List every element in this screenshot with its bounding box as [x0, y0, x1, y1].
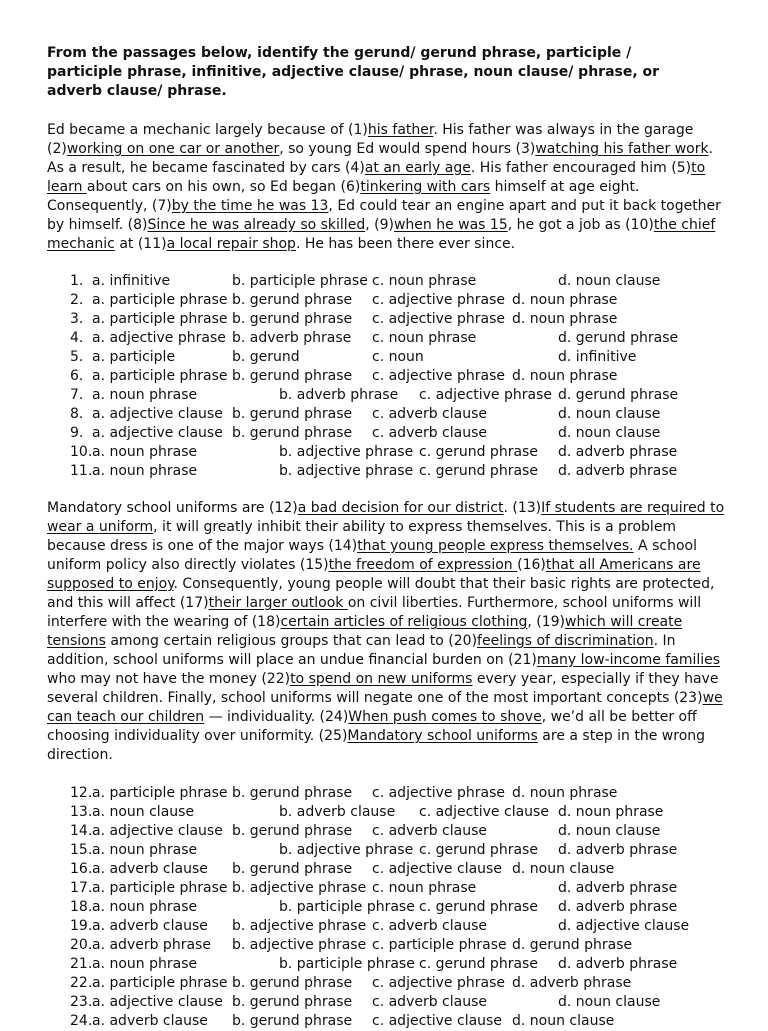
question-number: 5. [70, 349, 84, 365]
passage-text: about cars on his own, so Ed began (6) [86, 179, 361, 195]
option-a: a. participle phrase [92, 292, 228, 308]
option-c: c. participle phrase [372, 937, 507, 953]
question-row [0, 1012, 768, 1031]
option-d: d. noun clause [558, 406, 661, 422]
option-b: b. adverb phrase [232, 330, 352, 346]
question-number: 20. [70, 937, 93, 953]
option-c: c. adjective phrase [419, 387, 552, 403]
option-c: c. gerund phrase [419, 956, 538, 972]
option-c: c. noun [372, 349, 424, 365]
option-c: c. adjective phrase [372, 368, 505, 384]
question-row [0, 348, 768, 367]
option-a: a. adverb clause [92, 861, 208, 877]
passage-2 [47, 499, 727, 765]
option-a: a. participle phrase [92, 975, 228, 991]
option-a: a. adverb clause [92, 1013, 208, 1029]
option-c: c. adjective clause [419, 804, 549, 820]
option-a: a. adverb clause [92, 918, 208, 934]
question-number: 17. [70, 880, 93, 896]
passage-text: Ed became a mechanic largely because of (1) [47, 122, 368, 138]
question-row [0, 879, 768, 898]
question-row [0, 784, 768, 803]
option-d: d. noun clause [558, 994, 661, 1010]
question-number: 23. [70, 994, 93, 1010]
question-row [0, 860, 768, 879]
question-number: 15. [70, 842, 93, 858]
option-c: c. adverb clause [372, 406, 488, 422]
passage-text: , (9) [365, 217, 394, 233]
option-c: c. adjective clause [372, 861, 502, 877]
question-number: 8. [70, 406, 84, 422]
question-number: 10. [70, 444, 93, 460]
option-a: a. noun phrase [92, 463, 198, 479]
option-b: b. adjective phrase [232, 937, 367, 953]
passage-1 [47, 121, 727, 254]
question-number: 18. [70, 899, 93, 915]
option-a: a. participle phrase [92, 368, 228, 384]
question-number: 16. [70, 861, 93, 877]
question-number: 14. [70, 823, 93, 839]
option-d: d. noun clause [558, 425, 661, 441]
question-row [0, 424, 768, 443]
instructions-heading: From the passages below, identify the gerund/ gerund phrase, participle / participle phrase, infinitive, adjective clause/ phrase, noun clause/ phrase, or adverb clause/ phrase. [47, 45, 660, 99]
option-c: c. adjective phrase [372, 292, 505, 308]
question-list-1 [0, 272, 768, 481]
underlined-phrase: Mandatory school uniforms [347, 728, 538, 744]
option-c: c. gerund phrase [419, 842, 538, 858]
passage-text: , (19) [527, 614, 565, 630]
passage-text: at (11) [114, 236, 167, 252]
underlined-phrase: their larger outlook [208, 595, 348, 611]
option-a: a. noun phrase [92, 842, 198, 858]
underlined-phrase: working on one car or another [66, 141, 280, 157]
passage-text: A school uniform policy also directly violates (15) [47, 538, 697, 573]
option-c: c. adverb clause [372, 425, 488, 441]
option-d: d. infinitive [558, 349, 637, 365]
underlined-phrase: to learn [47, 160, 706, 195]
question-number: 19. [70, 918, 93, 934]
option-c: c. noun phrase [372, 330, 477, 346]
passage-text: on civil liberties. Furthermore, school uniforms will interfere with the wearing of (18) [47, 595, 702, 630]
passage-text: among certain religious groups that can lead to (20) [105, 633, 478, 649]
question-row [0, 405, 768, 424]
option-d: d. noun clause [558, 823, 661, 839]
option-a: a. participle phrase [92, 880, 228, 896]
option-a: a. adjective clause [92, 994, 223, 1010]
option-c: c. adjective phrase [372, 975, 505, 991]
passage-text: , he got a job as (10) [507, 217, 654, 233]
option-a: a. participle phrase [92, 311, 228, 327]
underlined-phrase: that young people express themselves. [357, 538, 634, 554]
option-b: b. gerund phrase [232, 861, 353, 877]
option-d: d. adjective clause [558, 918, 690, 934]
option-c: c. noun phrase [372, 880, 477, 896]
option-b: b. gerund [232, 349, 300, 365]
question-row [0, 329, 768, 348]
option-d: d. noun clause [512, 861, 615, 877]
option-a: a. adjective clause [92, 406, 223, 422]
option-b: b. gerund phrase [232, 406, 353, 422]
option-b: b. gerund phrase [232, 311, 353, 327]
option-d: d. noun clause [558, 273, 661, 289]
passage-text: Mandatory school uniforms are (12) [47, 500, 298, 516]
option-d: d. adverb phrase [558, 463, 678, 479]
underlined-phrase: certain articles of religious clothing [280, 614, 528, 630]
option-d: d. noun clause [512, 1013, 615, 1029]
option-c: c. adjective phrase [372, 785, 505, 801]
option-a: a. noun phrase [92, 387, 198, 403]
option-a: a. adjective phrase [92, 330, 226, 346]
option-a: a. noun clause [92, 804, 195, 820]
option-b: b. adjective phrase [279, 463, 414, 479]
option-c: c. gerund phrase [419, 444, 538, 460]
question-number: 22. [70, 975, 93, 991]
option-b: b. adjective phrase [232, 918, 367, 934]
option-c: c. noun phrase [372, 273, 477, 289]
question-number: 7. [70, 387, 84, 403]
underlined-phrase: which will create tensions [47, 614, 683, 649]
option-a: a. infinitive [92, 273, 171, 289]
option-d: d. adverb phrase [558, 956, 678, 972]
option-d: d. adverb phrase [558, 880, 678, 896]
question-row [0, 291, 768, 310]
passage-text: — individuality. (24) [204, 709, 349, 725]
option-b: b. adjective phrase [279, 444, 414, 460]
underlined-phrase: a local repair shop [166, 236, 296, 252]
question-row [0, 462, 768, 481]
question-row [0, 822, 768, 841]
option-b: b. gerund phrase [232, 292, 353, 308]
passage-text: are a step in the wrong direction. [47, 728, 706, 763]
question-number: 24. [70, 1013, 93, 1029]
question-row [0, 803, 768, 822]
option-b: b. participle phrase [279, 956, 415, 972]
underlined-phrase: at an early age [364, 160, 471, 176]
option-b: b. gerund phrase [232, 994, 353, 1010]
underlined-phrase: the freedom of expression [328, 557, 518, 573]
underlined-phrase: If students are required to wear a uniform [47, 500, 725, 535]
option-c: c. adjective clause [372, 1013, 502, 1029]
option-b: b. participle phrase [232, 273, 368, 289]
option-d: d. noun phrase [512, 292, 618, 308]
question-number: 2. [70, 292, 84, 308]
question-row [0, 974, 768, 993]
passage-text: , we’d all be better off choosing individuality over uniformity. (25) [47, 709, 697, 744]
underlined-phrase: by the time he was 13 [171, 198, 329, 214]
option-c: c. adverb clause [372, 918, 488, 934]
underlined-phrase: When push comes to shove [348, 709, 542, 725]
question-number: 3. [70, 311, 84, 327]
question-row [0, 310, 768, 329]
option-a: a. adjective clause [92, 425, 223, 441]
passage-text: . As a result, he became fascinated by cars (4) [47, 141, 714, 176]
option-d: d. noun phrase [512, 785, 618, 801]
passage-text: . (13) [503, 500, 542, 516]
option-a: a. noun phrase [92, 899, 198, 915]
option-d: d. noun phrase [512, 368, 618, 384]
option-a: a. participle phrase [92, 785, 228, 801]
underlined-phrase: when he was 15 [393, 217, 508, 233]
option-b: b. adverb phrase [279, 387, 399, 403]
passage-text: himself at age eight. Consequently, (7) [47, 179, 640, 214]
question-row [0, 367, 768, 386]
underlined-phrase: many low-income families [536, 652, 721, 668]
option-b: b. gerund phrase [232, 425, 353, 441]
option-a: a. adjective clause [92, 823, 223, 839]
option-b: b. adverb clause [279, 804, 396, 820]
question-row [0, 272, 768, 291]
passage-text: . His father encouraged him (5) [470, 160, 692, 176]
option-a: a. noun phrase [92, 956, 198, 972]
question-row [0, 936, 768, 955]
underlined-phrase: that all Americans are supposed to enjoy [47, 557, 701, 592]
underlined-phrase: to spend on new uniforms [290, 671, 473, 687]
underlined-phrase: Since he was already so skilled [147, 217, 366, 233]
passage-text: , so young Ed would spend hours (3) [279, 141, 536, 157]
option-d: d. noun phrase [558, 804, 664, 820]
passage-text: . He has been there ever since. [295, 236, 516, 252]
underlined-phrase: the chief mechanic [47, 217, 716, 252]
option-d: d. gerund phrase [512, 937, 633, 953]
underlined-phrase: a bad decision for our district [297, 500, 504, 516]
passage-text: . In addition, school uniforms will place an undue financial burden on (21) [47, 633, 676, 668]
option-b: b. gerund phrase [232, 823, 353, 839]
option-b: b. adjective phrase [232, 880, 367, 896]
option-c: c. gerund phrase [419, 463, 538, 479]
question-number: 4. [70, 330, 84, 346]
question-number: 6. [70, 368, 84, 384]
question-row [0, 993, 768, 1012]
underlined-phrase: tinkering with cars [360, 179, 491, 195]
passage-text: . His father was always in the garage (2) [47, 122, 694, 157]
option-c: c. adjective phrase [372, 311, 505, 327]
question-row [0, 898, 768, 917]
passage-text: . Consequently, young people will doubt that their basic rights are protected, and this will affect (17) [47, 576, 715, 611]
option-b: b. gerund phrase [232, 785, 353, 801]
option-b: b. gerund phrase [232, 368, 353, 384]
passage-text: (16) [517, 557, 546, 573]
passage-text: every year, especially if they have several children. Finally, school uniforms will negate one of the most important concepts (23) [47, 671, 719, 706]
passage-text: who may not have the money (22) [47, 671, 291, 687]
underlined-phrase: watching his father work [535, 141, 709, 157]
option-b: b. participle phrase [279, 899, 415, 915]
option-b: b. gerund phrase [232, 1013, 353, 1029]
option-b: b. gerund phrase [232, 975, 353, 991]
question-number: 9. [70, 425, 84, 441]
question-number: 13. [70, 804, 93, 820]
option-c: c. gerund phrase [419, 899, 538, 915]
question-number: 1. [70, 273, 84, 289]
option-d: d. adverb phrase [558, 842, 678, 858]
question-row [0, 443, 768, 462]
question-row [0, 917, 768, 936]
option-d: d. gerund phrase [558, 330, 679, 346]
underlined-phrase: feelings of discrimination [477, 633, 654, 649]
option-d: d. adverb phrase [512, 975, 632, 991]
question-number: 12. [70, 785, 93, 801]
option-d: d. adverb phrase [558, 444, 678, 460]
option-d: d. adverb phrase [558, 899, 678, 915]
question-row [0, 386, 768, 405]
question-number: 11. [70, 463, 93, 479]
option-d: d. noun phrase [512, 311, 618, 327]
option-a: a. participle [92, 349, 176, 365]
option-d: d. gerund phrase [558, 387, 679, 403]
underlined-phrase: his father [367, 122, 434, 138]
option-c: c. adverb clause [372, 994, 488, 1010]
question-row [0, 841, 768, 860]
question-row [0, 955, 768, 974]
question-number: 21. [70, 956, 93, 972]
option-c: c. adverb clause [372, 823, 488, 839]
question-list-2 [0, 784, 768, 1031]
underlined-phrase: we can teach our children [47, 690, 723, 725]
option-a: a. noun phrase [92, 444, 198, 460]
passage-text: , it will greatly inhibit their ability to express themselves. This is a problem because dress is one of the major ways (14) [47, 519, 677, 554]
option-a: a. adverb phrase [92, 937, 211, 953]
passage-text: , Ed could tear an engine apart and put it back together by himself. (8) [47, 198, 721, 233]
option-b: b. adjective phrase [279, 842, 414, 858]
